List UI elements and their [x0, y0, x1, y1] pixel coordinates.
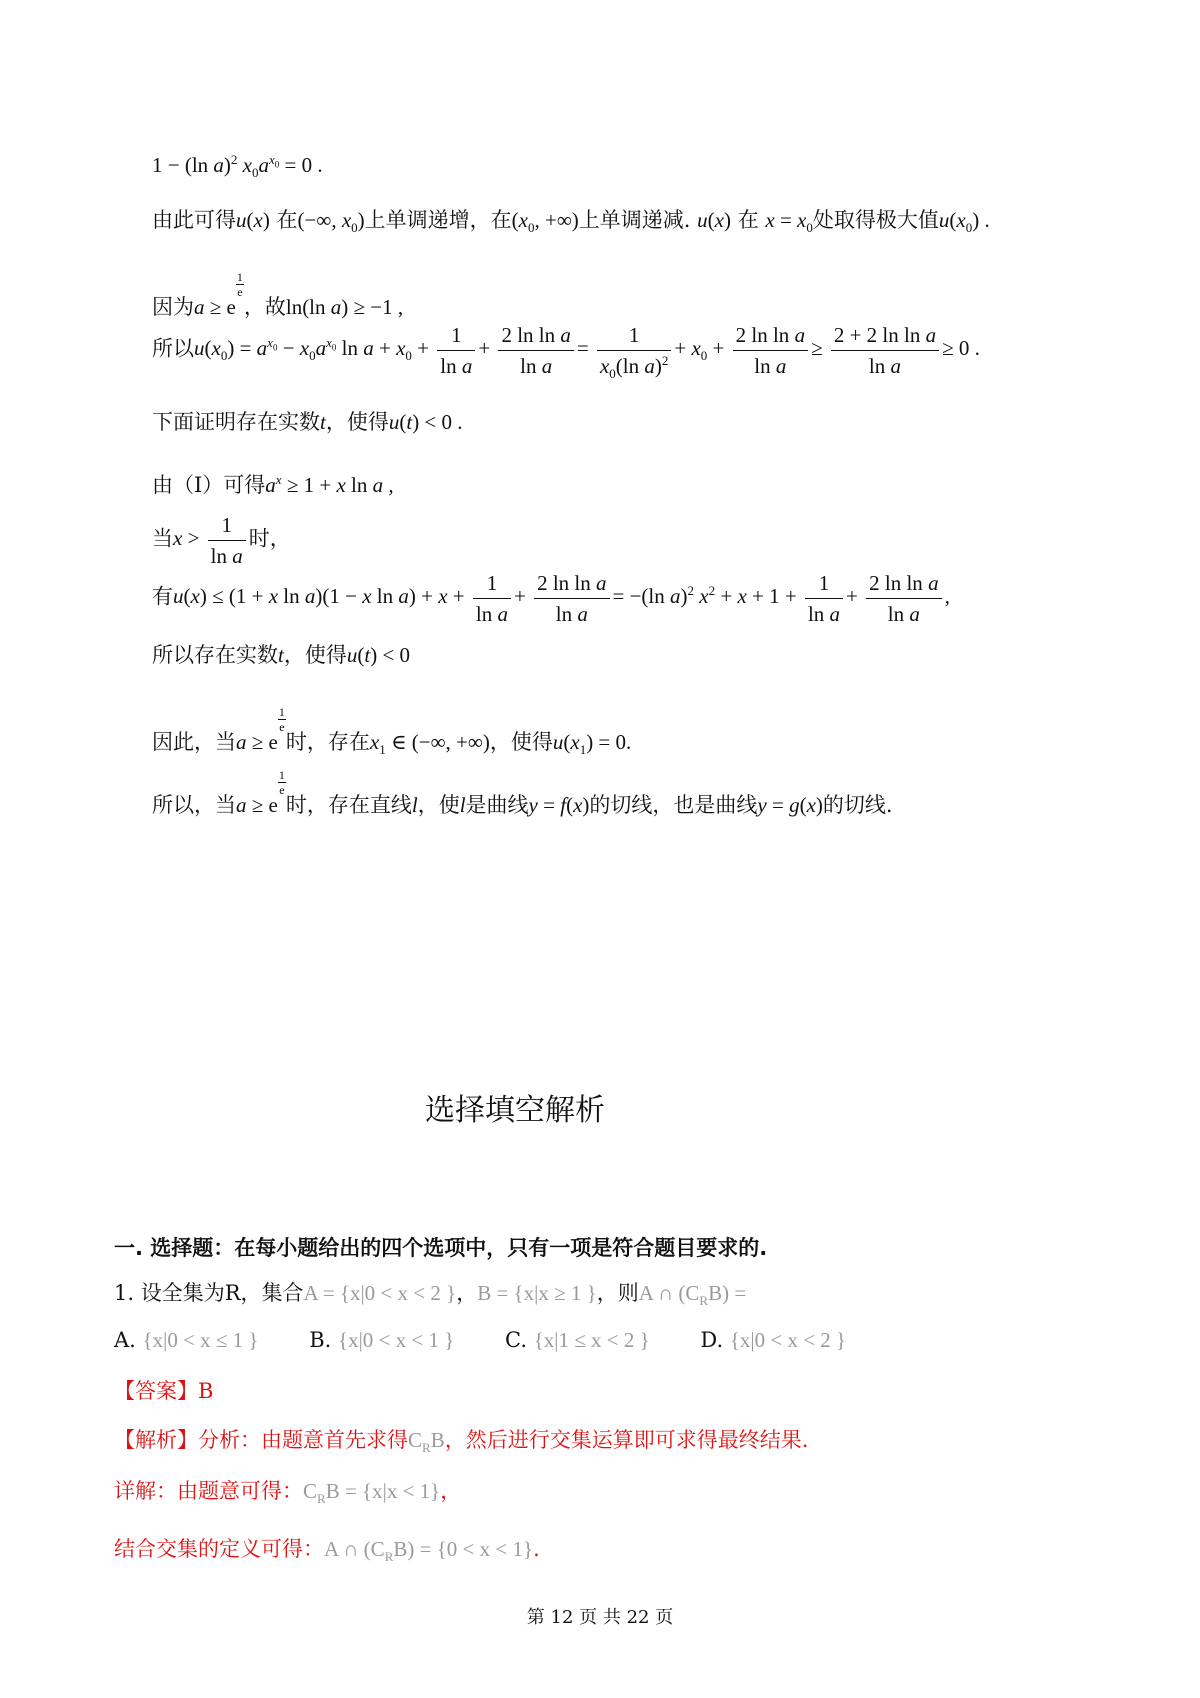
text: 在: [276, 208, 298, 232]
text: 详解：由题意可得：: [114, 1479, 303, 1503]
monotonic-line: 由此可得u(x) 在(−∞, $x_0$)上单调递增，在($x_0$, +∞)上单调递减. u(x) 在 $x = x_0$处取得极大值$u(x_0)$ .: [152, 208, 990, 236]
exists-line: 所以存在实数t，使得u(t) < 0: [152, 643, 411, 667]
options-row: [114, 1325, 890, 1355]
text: 上单调递增，在: [364, 208, 512, 232]
therefore-line: 因此，当a ≥ e $\frac{1}{e}$ 时，存在$x_1$ ∈ (−∞, +∞)，使得$u(x_1) = 0$.: [152, 705, 632, 758]
text: ，: [440, 1479, 462, 1503]
expr: A ∩ $(C_RB) = \{0 < x < 1\}$: [324, 1537, 534, 1565]
section-title: 一. 选择题：在每小题给出的四个选项中，只有一项是符合题目要求的.: [114, 1236, 768, 1260]
text: 的切线，也是曲线: [589, 793, 758, 817]
answer-line: [114, 1376, 213, 1406]
text: 当: [152, 526, 173, 551]
text: ，使: [417, 793, 460, 817]
expr: $C_RB = \{x|x < 1\}$: [303, 1479, 441, 1507]
text: 的切线.: [822, 793, 893, 817]
from-i-line: 由（I）可得$a^x \ge 1 + x$ ln a ,: [152, 472, 394, 497]
analysis-line: [114, 1425, 808, 1455]
combine-line: [114, 1534, 540, 1564]
expr: A ∩ $(C_RB)$ =: [638, 1281, 747, 1309]
text: 因此，当: [152, 730, 236, 754]
text: ，: [456, 1281, 478, 1305]
expr: $C_RB$: [408, 1428, 445, 1456]
text: 由此可得: [152, 208, 236, 232]
text: 因为: [152, 295, 194, 319]
analysis-label: 【解析】: [114, 1428, 198, 1452]
text: 时，存在: [285, 730, 370, 754]
text: 由（I）可得: [152, 473, 266, 497]
when-line: 当x > $\frac{1}{\text{ln a}}$ 时，: [152, 510, 291, 571]
text: 上单调递减.: [578, 208, 691, 232]
answer-label: 【答案】: [114, 1379, 198, 1403]
inequality-line: 有u(x) ≤ (1 + x ln a)(1 − x ln a) + x + $\frac{1}{\text{ln a}}$ + $\frac{\text{2 ln ln a}}{\text{ln a}}$ = −(ln a)$^2$ $x^2 + x + 1$ + $\frac{1}{\text{ln a}}$ + $\frac{\text{2 ln ln a}}{\text{ln a}}$ ,: [152, 568, 950, 629]
text: 下面证明存在实数: [152, 410, 320, 434]
text: 所以，当: [152, 793, 236, 817]
option-a: A. {x|0 < x ≤ 1 }: [114, 1328, 259, 1352]
text: 时，存在直线: [285, 793, 412, 817]
section-heading: 选择填空解析: [425, 1093, 605, 1128]
answer-value: B: [198, 1379, 214, 1403]
text: ，故: [243, 295, 286, 319]
set-b: B = {x|x ≥ 1 }: [477, 1281, 597, 1305]
text: 处取得极大值: [812, 208, 939, 232]
detail-line: [114, 1476, 461, 1506]
stem-text: ，则: [596, 1281, 639, 1305]
text: ，使得: [283, 643, 347, 667]
option-c: C. {x|1 ≤ x < 2 }: [505, 1328, 650, 1352]
eq-text: 1 − (ln: [152, 153, 214, 177]
text: 分析：由题意首先求得: [198, 1428, 408, 1452]
question-number: 1.: [114, 1281, 135, 1305]
text: 结合交集的定义可得：: [114, 1537, 324, 1561]
because-line: 因为a ≥ e $\frac{1}{e}$ ，故ln(ln a) ≥ −1 ,: [152, 270, 404, 319]
option-d: D. {x|0 < x < 2 }: [700, 1328, 847, 1352]
u-x0-line: 所以$u(x_0) = a^{x_0} - x_0a^{x_0}$ $\ln a + x_0$ + $\frac{1}{\text{ln a}}$ + $\frac{\text{2 ln ln a}}{\text{ln a}}$ = $\frac{1}{x_0(\ln a)^2}$ + $x_0$ + $\frac{\text{2 ln ln a}}{\text{ln a}}$ ≥ $\frac{\text{2 + 2 ln ln a}}{\text{ln a}}$ ≥ 0 .: [152, 323, 980, 382]
question-stem: [114, 1278, 746, 1308]
text: 所以存在实数: [152, 643, 278, 667]
text: ，使得: [489, 730, 553, 754]
text: .: [533, 1537, 540, 1561]
text: 所以: [152, 336, 194, 361]
option-b: B. {x|0 < x < 1 }: [309, 1328, 455, 1352]
stem-text: 设全集为R，集合: [140, 1281, 304, 1305]
set-a: A = {x|0 < x < 2 }: [303, 1281, 457, 1305]
text: 时，: [248, 526, 291, 551]
text: 有: [152, 584, 173, 609]
conclusion-line: 所以，当a ≥ e $\frac{1}{e}$ 时，存在直线l，使l是曲线y = f(x)的切线，也是曲线y = g(x)的切线.: [152, 768, 893, 817]
text: ，然后进行交集运算即可求得最终结果.: [444, 1428, 809, 1452]
equation-line-1: 1 − (ln a)$^2$ $x_0a^{x_0} = 0$ .: [152, 152, 323, 181]
page-footer: 第 12 页 共 22 页: [526, 1607, 674, 1628]
text: ，使得: [325, 410, 389, 434]
text: 是曲线: [465, 793, 529, 817]
prove-line: 下面证明存在实数t，使得u(t) < 0 .: [152, 410, 463, 434]
text: 在: [737, 208, 759, 232]
